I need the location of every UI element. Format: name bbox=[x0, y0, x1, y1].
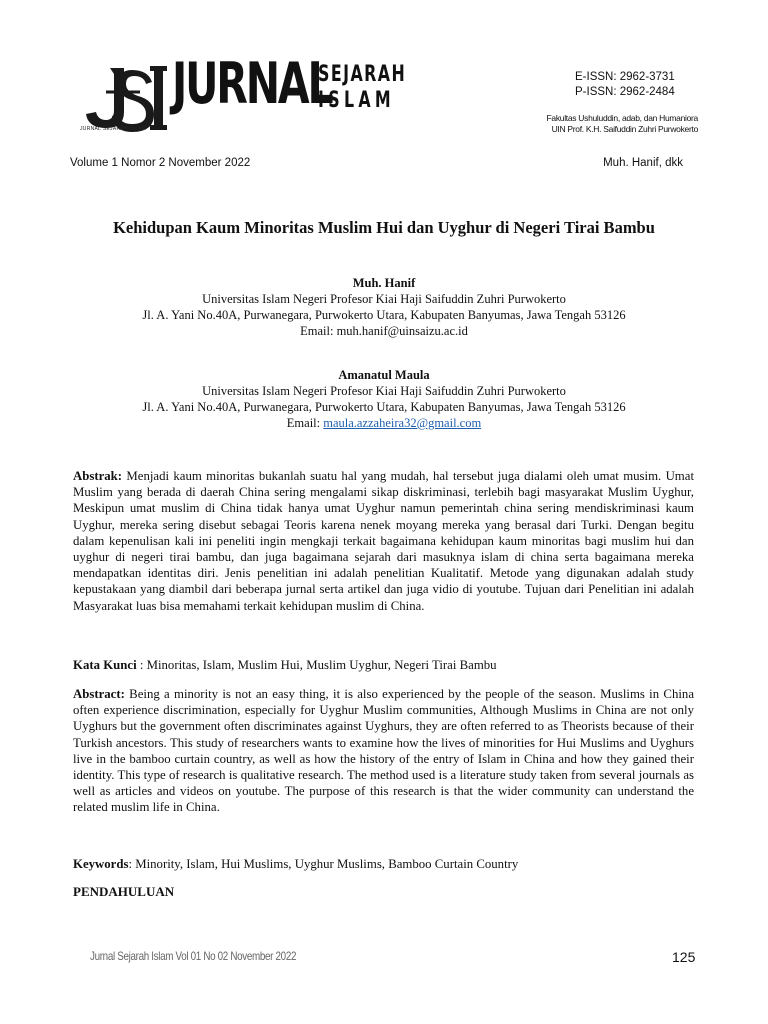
section-heading: PENDAHULUAN bbox=[73, 884, 175, 899]
keywords-label: Keywords bbox=[73, 857, 129, 871]
author-email-line bbox=[0, 415, 768, 431]
page-number: 125 bbox=[672, 949, 696, 965]
faculty-line-1: Fakultas Ushuluddin, adab, dan Humaniora bbox=[546, 113, 698, 123]
author-block-1 bbox=[0, 275, 768, 339]
brand-islam: ISLAM bbox=[318, 88, 396, 113]
faculty-line-2: UIN Prof. K.H. Saifuddin Zuhri Purwokerto bbox=[551, 124, 698, 134]
abstract-text: Being a minority is not an easy thing, it is also experienced by the people of the season. Muslims in China often experience discrimination, especially for Uyghur Muslim communities, Although Muslims in China are not only Uyghurs but the government often discriminates against Uyghurs, they are often referred to as Theorists because of their Turkish ancestors. This study of researchers wants to examine how the lives of minorities for Hui Muslims and Uyghurs live in the bamboo curtain country, as well as how the history of the entry of Islam in China and how they gained their identity. This type of research is qualitative research. The method used is a literature study taken from several journals as well as articles and videos on youtube. The purpose of this research is that the wider community can understand the related muslim life in China. bbox=[73, 687, 694, 815]
volume-info: Volume 1 Nomor 2 November 2022 bbox=[70, 157, 251, 169]
email-label: Email: bbox=[300, 324, 337, 338]
brand-sejarah: SEJARAH bbox=[318, 62, 407, 87]
author-affiliation: Universitas Islam Negeri Profesor Kiai Haji Saifuddin Zuhri Purwokerto bbox=[202, 292, 566, 306]
author-address: Jl. A. Yani No.40A, Purwanegara, Purwokerto Utara, Kabupaten Banyumas, Jawa Tengah 53126 bbox=[142, 308, 626, 322]
article-title: Kehidupan Kaum Minoritas Muslim Hui dan Uyghur di Negeri Tirai Bambu bbox=[113, 218, 655, 237]
abstract-paragraph bbox=[73, 686, 694, 816]
kata-kunci-label: Kata Kunci bbox=[73, 658, 137, 672]
author-affiliation: Universitas Islam Negeri Profesor Kiai Haji Saifuddin Zuhri Purwokerto bbox=[202, 384, 566, 398]
faculty-info bbox=[547, 113, 699, 135]
abstrak-label: Abstrak: bbox=[73, 469, 123, 483]
abstrak-text: Menjadi kaum minoritas bukanlah suatu hal yang mudah, hal tersebut juga dialami oleh umat musim. Umat Muslim yang berada di daerah China sering mengalami sikap diskriminasi, terlebih bagi masyarakat Muslim Uyghur, Meskipun umat muslim di China tidak hanya umat Uyghur namun pemerintah china sering mendiskriminasi kaum Uyghur, mereka sering disebut sebagai Teoris karena nenek moyang mereka yang berasal dari Turki. Dengan begitu dalam kepenulisan kali ini peneliti ingin mengkaji terkait bagaimana kehidupan kaum minoritas bagi muslim hui dan uyghur di negeri tirai bambu, dan juga bagaimana sejarah dari masuknya islam di china serta bagaimana mereka mendapatkan identitas diri. Jenis penelitian ini adalah penelitian Kualitatif. Metode yang digunakan adalah study kepustakaan yang diambil dari beberapa jurnal serta artikel dan juga vidio di youtube. Tujuan dari Penelitian ini adalah Masyarakat luas bisa memahami terkait kehidupan muslim di China. bbox=[73, 469, 694, 613]
keywords-text: : Minority, Islam, Hui Muslims, Uyghur Muslims, Bamboo Curtain Country bbox=[128, 857, 519, 871]
kata-kunci-line bbox=[73, 657, 694, 673]
kata-kunci-text: : Minoritas, Islam, Muslim Hui, Muslim Uyghur, Negeri Tirai Bambu bbox=[136, 658, 497, 672]
brand-jurnal: JURNAL bbox=[172, 51, 332, 117]
keywords-line bbox=[73, 856, 694, 872]
author-email: muh.hanif@uinsaizu.ac.id bbox=[336, 324, 468, 338]
eissn: E-ISSN: 2962-3731 bbox=[575, 71, 675, 83]
author-address: Jl. A. Yani No.40A, Purwanegara, Purwokerto Utara, Kabupaten Banyumas, Jawa Tengah 53126 bbox=[142, 400, 626, 414]
author-name: Amanatul Maula bbox=[338, 368, 430, 382]
author-email-link[interactable]: maula.azzaheira32@gmail.com bbox=[323, 416, 482, 430]
pissn: P-ISSN: 2962-2484 bbox=[575, 86, 675, 98]
abstract-label: Abstract: bbox=[73, 687, 125, 701]
author-email-line bbox=[0, 323, 768, 339]
logo-tagline: JURNAL SEJARAH ISLAM bbox=[80, 126, 147, 132]
running-authors: Muh. Hanif, dkk bbox=[603, 157, 683, 169]
footer-journal-ref: Jurnal Sejarah Islam Vol 01 No 02 November 2022 bbox=[90, 949, 297, 963]
abstrak-paragraph bbox=[73, 468, 694, 614]
author-block-2 bbox=[0, 367, 768, 431]
journal-logo-icon bbox=[80, 62, 172, 136]
author-name: Muh. Hanif bbox=[352, 276, 416, 290]
email-label: Email: bbox=[286, 416, 324, 430]
